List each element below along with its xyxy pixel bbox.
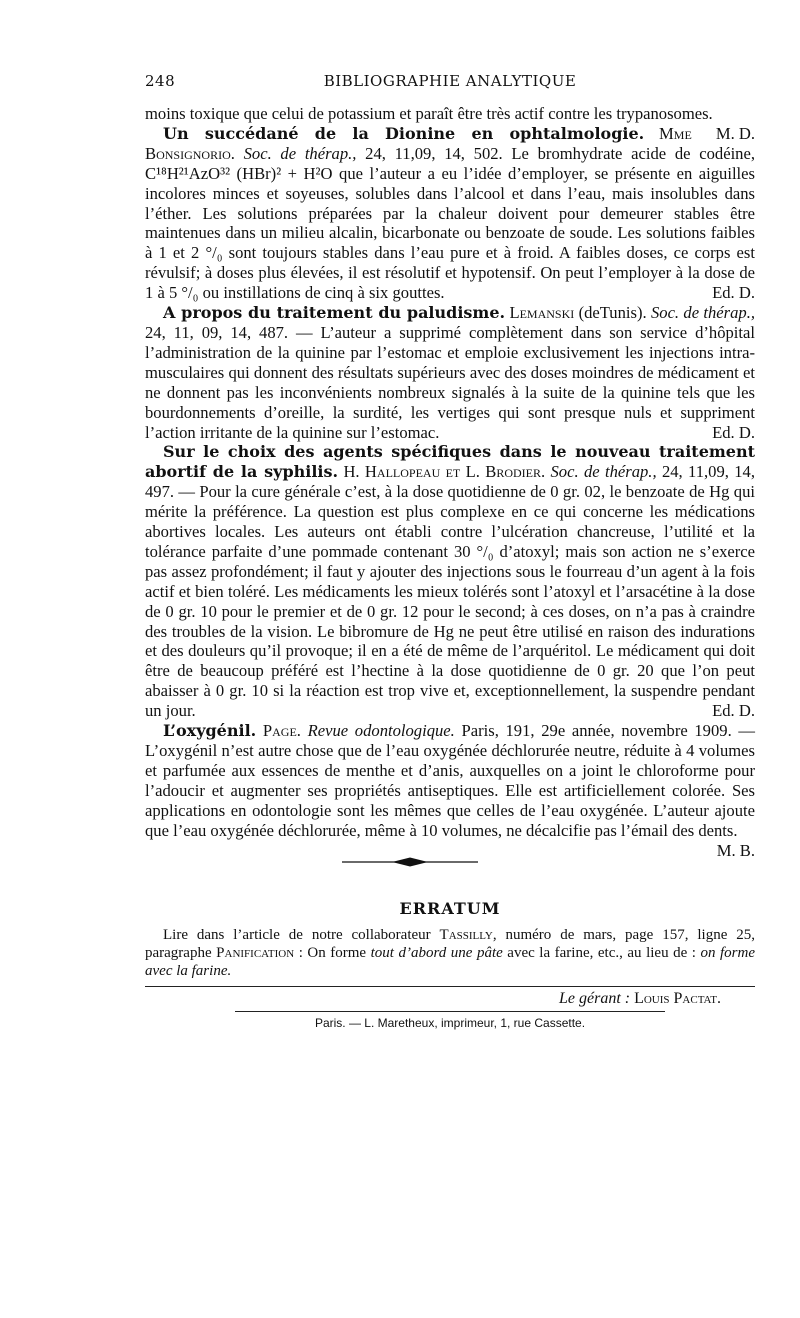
erratum-author: Tassilly <box>439 927 493 944</box>
entry-authors: H. Hallopeau et L. Brodier. <box>338 462 546 482</box>
erratum-part: avec la farine, etc., au lieu de : <box>502 945 701 962</box>
erratum-part: Lire dans l’article de notre collaborateur <box>163 927 440 944</box>
entry-title: Sur le choix des agents spécifiques dans le nouveau traitement abortif de la syphilis. <box>145 442 755 482</box>
entry-text: — Pour la cure générale c’est, à la dose quotidienne de 0 gr. 02, le benzoate de Hg qui mérite la préférence. La question est plus complexe en ce qui concerne les médications abortives locales. Les auteurs ont établi contre l’ulcération chancreuse, l’utilité et la tolérance parfaite d’une pommade contenant 30 °/₀ d’atoxyl; mais son action ne s’exerce pas assez profondément; il faut y ajouter des injections sous le fourreau d’un agent à la fois actif et bien toléré. Les médicaments les mieux tolérés sont l’atoxyl et l’arsacétine à la dose de 0 gr. 10 pour le premier et de 0 gr. 12 pour le second; à ces doses, on n’a pas à craindre des troubles de la vision. Le bibromure de Hg ne peut être utilisé en raison des indurations et des douleurs qu’il provoque; il en a été de même de l’arquéritol. Le médicament qui doit être de beaucoup préféré est l’hectine à la dose quotidienne de 0 gr. 20 que l’on peut abaisser à 0 gr. 10 si la réaction est trop vive et, exceptionnellement, la suspendre pendant un jour. <box>145 482 755 721</box>
gerant-name: Louis Pactat. <box>634 990 721 1008</box>
article-body <box>145 104 755 1034</box>
gerant-label: Le gérant : <box>558 990 635 1008</box>
entry-title: Un succédané de la Dionine en ophtalmologie. <box>163 123 645 143</box>
entry-text: Le bromhydrate acide de codéine, C¹⁸H²¹AzO³² (HBr)² + H²O que l’auteur a eu l’idée d’employer, se présente en aiguilles incolores minces et soyeuses, solubles dans l’alcool et dans l’eau, mais insolubles dans l’éther. Les solutions préparées par la chaleur doivent pour demeurer stables être maintenues dans un milieu alcalin, bicarbonate ou benzoate de soude. Les solutions faibles à 1 et 2 °/₀ sont toujours stables dans l’eau pure et à froid. A faibles doses, ce corps est révulsif; à doses plus élevées, il est résolutif et hypotensif. On peut l’employer à la dose de 1 à 5 °/₀ ou instillations de cinq à six gouttes. <box>145 143 755 303</box>
signature: Ed. D. <box>712 422 755 442</box>
signature: Ed. D. <box>712 701 755 721</box>
printer-imprint: Paris. — L. Maretheux, imprimeur, 1, rue Cassette. <box>235 1011 665 1034</box>
entry-text: — L’auteur a supprimé complètement dans son service d’hôpital l’administration de la quinine par l’estomac et emploie exclusivement les injections intra-musculaires qui donnent des résultats supérieurs avec des doses moindres de médicament et ne donnent pas les inconvénients nombreux signalés à la suite de la quinine tels que les bourdonnements d’oreille, la surdité, les vertiges qui sont presque nuls et suppriment l’action irritante de la quinine sur l’estomac. <box>145 322 755 442</box>
entry-journal: Soc. de thérap., <box>545 462 657 482</box>
entry-reference: 24, 11,09, 14, 502. <box>356 143 503 163</box>
entry-journal: Soc. de thérap., <box>243 143 357 163</box>
entry-place: (deTunis). <box>574 303 647 323</box>
gerant-line <box>145 987 755 1011</box>
entry-author: Mme Bonsignorio. <box>145 123 692 163</box>
entry-author: Lemanski <box>509 303 575 323</box>
entry-reference: 24, 11,09, 14, 497. <box>145 462 756 502</box>
erratum-section: Panification <box>216 945 295 962</box>
erratum-heading: ERRATUM <box>399 898 501 918</box>
paragraph-text: moins toxique que celui de potassium et paraît être très actif contre les trypanosomes. <box>145 104 713 123</box>
erratum-correct-text: tout d’abord une pâte <box>370 945 503 962</box>
entry-paludisme <box>145 303 755 442</box>
page-header <box>145 72 755 96</box>
signature: Ed. D. <box>712 283 755 303</box>
entry-text: — L’oxygénil n’est autre chose que de l’eau oxygénée déchlorurée neutre, réduite à 4 volumes et parfumée aux essences de menthe et d’anis, auxquelles on a joint le chloroforme pour l’adoucir et augmenter ses propriétés antiseptiques. Elle est artificiellement colorée. Ses applications en odontologie sont les mêmes que celles de l’eau oxygénée. L’auteur ajoute que l’eau oxygénée déchlorurée, même à 10 volumes, ne décalcifie pas l’émail des dents. <box>145 721 755 840</box>
erratum-part: : On forme <box>294 945 371 962</box>
entry-dionine <box>145 124 755 303</box>
page-number: 248 <box>145 72 176 90</box>
erratum-text <box>145 926 755 980</box>
signature: M. D. <box>715 123 755 143</box>
erratum-part: , numéro de mars, page 157, ligne 25, paragraphe <box>145 927 755 962</box>
section-divider-ornament <box>340 855 480 869</box>
entry-oxygenil <box>145 721 755 860</box>
entry-reference: Paris, 191, 29e année, novembre 1909. <box>454 721 732 741</box>
erratum-wrong-text: on forme avec la farine. <box>145 945 756 980</box>
entry-syphilis <box>145 442 755 721</box>
signature: M. B. <box>716 840 755 860</box>
entry-title: A propos du traitement du paludisme. <box>163 303 506 323</box>
entry-author: Page. <box>256 721 301 741</box>
entry-journal: Revue odontologique. <box>300 721 455 741</box>
entry-journal: Soc. de thérap., <box>646 303 756 323</box>
running-title: BIBLIOGRAPHIE ANALYTIQUE <box>323 72 577 90</box>
entry-title: L’oxygénil. <box>163 721 257 741</box>
entry-reference: 24, 11, 09, 14, 487. <box>145 322 289 342</box>
